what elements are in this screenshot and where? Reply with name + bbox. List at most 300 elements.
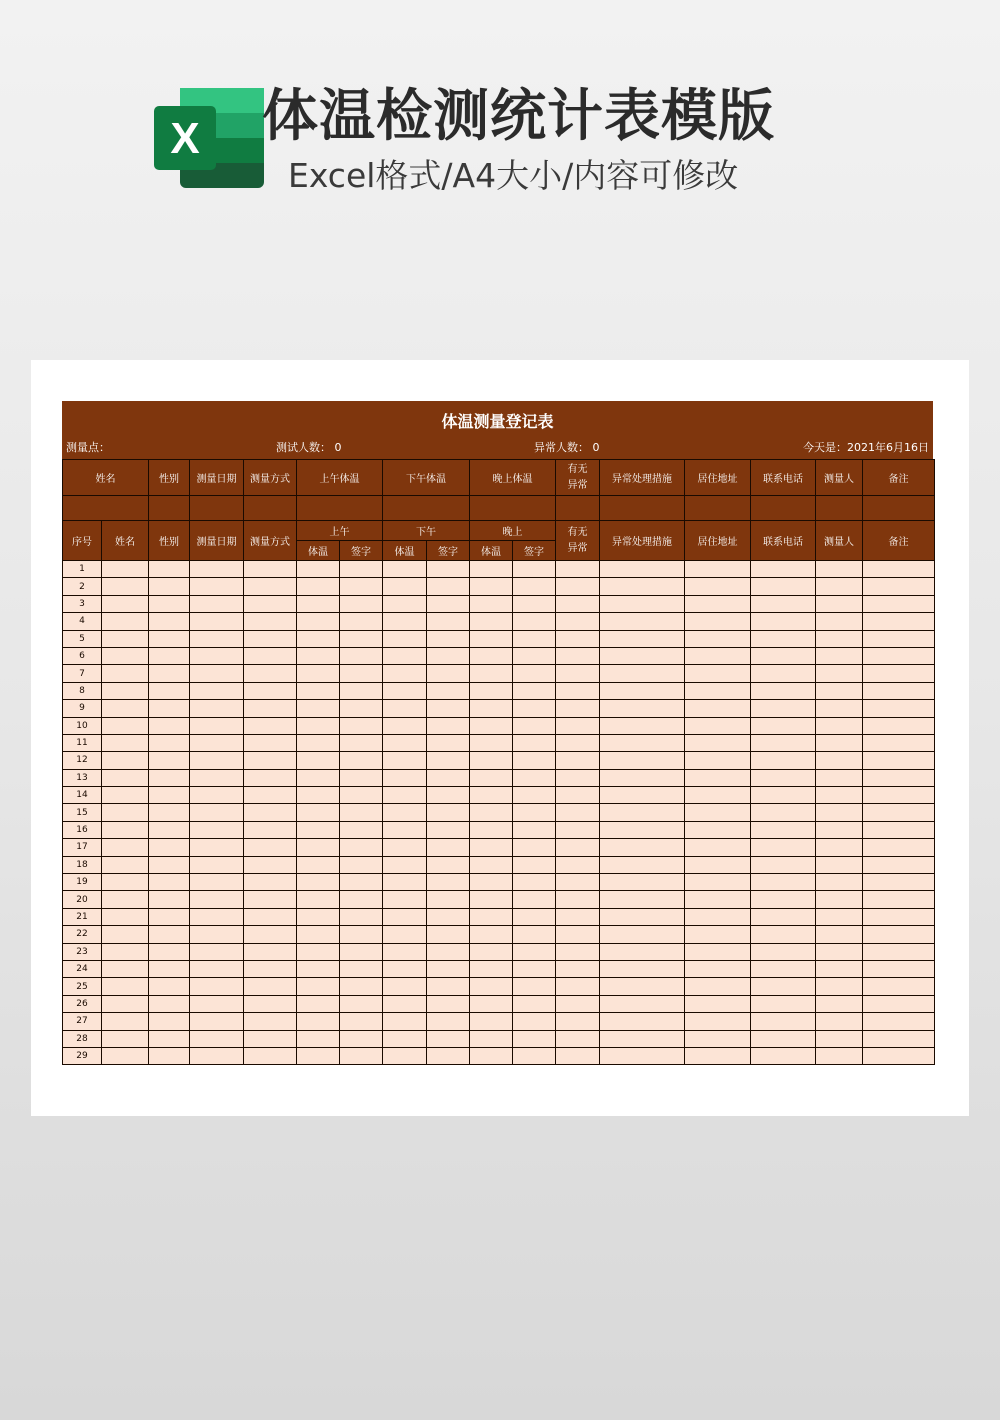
data-cell[interactable]: [427, 717, 470, 734]
data-cell[interactable]: [470, 752, 513, 769]
data-cell[interactable]: [556, 908, 600, 925]
data-cell[interactable]: [470, 856, 513, 873]
data-cell[interactable]: [383, 647, 427, 664]
h1-blank-cell[interactable]: [751, 496, 816, 521]
data-cell[interactable]: [149, 943, 190, 960]
data-cell[interactable]: [470, 943, 513, 960]
data-cell[interactable]: [816, 943, 863, 960]
data-cell[interactable]: [863, 613, 935, 630]
data-cell[interactable]: [470, 717, 513, 734]
data-cell[interactable]: [816, 787, 863, 804]
data-cell[interactable]: [149, 839, 190, 856]
data-cell[interactable]: [751, 1013, 816, 1030]
data-cell[interactable]: [513, 1030, 556, 1047]
data-cell[interactable]: [863, 978, 935, 995]
data-cell[interactable]: [340, 1013, 383, 1030]
data-cell[interactable]: [513, 682, 556, 699]
data-cell[interactable]: [816, 926, 863, 943]
data-cell[interactable]: [427, 839, 470, 856]
data-cell[interactable]: [600, 839, 685, 856]
data-cell[interactable]: [556, 752, 600, 769]
data-cell[interactable]: [383, 717, 427, 734]
data-cell[interactable]: [427, 1030, 470, 1047]
data-cell[interactable]: [470, 1013, 513, 1030]
data-cell[interactable]: [816, 1047, 863, 1064]
data-cell[interactable]: [751, 1047, 816, 1064]
data-cell[interactable]: [600, 978, 685, 995]
data-cell[interactable]: [685, 874, 751, 891]
data-cell[interactable]: [513, 839, 556, 856]
data-cell[interactable]: [600, 960, 685, 977]
data-cell[interactable]: [102, 1047, 149, 1064]
data-cell[interactable]: [383, 734, 427, 751]
data-cell[interactable]: [190, 787, 244, 804]
data-cell[interactable]: [340, 665, 383, 682]
data-cell[interactable]: [340, 734, 383, 751]
data-cell[interactable]: [816, 960, 863, 977]
data-cell[interactable]: [149, 787, 190, 804]
data-cell[interactable]: [556, 630, 600, 647]
data-cell[interactable]: [863, 561, 935, 578]
data-cell[interactable]: [863, 943, 935, 960]
data-cell[interactable]: [863, 804, 935, 821]
data-cell[interactable]: [863, 787, 935, 804]
data-cell[interactable]: [297, 804, 340, 821]
data-cell[interactable]: [685, 1047, 751, 1064]
data-cell[interactable]: [427, 926, 470, 943]
data-cell[interactable]: [863, 1047, 935, 1064]
h1-blank-cell[interactable]: [685, 496, 751, 521]
data-cell[interactable]: [297, 943, 340, 960]
data-cell[interactable]: [513, 943, 556, 960]
data-cell[interactable]: [244, 595, 297, 612]
data-cell[interactable]: [149, 752, 190, 769]
data-cell[interactable]: [600, 943, 685, 960]
data-cell[interactable]: [244, 700, 297, 717]
data-cell[interactable]: [244, 856, 297, 873]
data-cell[interactable]: [149, 647, 190, 664]
data-cell[interactable]: [863, 874, 935, 891]
data-cell[interactable]: [600, 926, 685, 943]
data-cell[interactable]: [244, 1030, 297, 1047]
data-cell[interactable]: [751, 943, 816, 960]
data-cell[interactable]: [556, 769, 600, 786]
data-cell[interactable]: [470, 561, 513, 578]
data-cell[interactable]: [244, 578, 297, 595]
data-cell[interactable]: [863, 578, 935, 595]
data-cell[interactable]: [600, 908, 685, 925]
data-cell[interactable]: [816, 978, 863, 995]
data-cell[interactable]: [427, 978, 470, 995]
data-cell[interactable]: [600, 665, 685, 682]
data-cell[interactable]: [102, 700, 149, 717]
data-cell[interactable]: [149, 804, 190, 821]
data-cell[interactable]: [340, 943, 383, 960]
data-cell[interactable]: [685, 787, 751, 804]
data-cell[interactable]: [244, 978, 297, 995]
data-cell[interactable]: [556, 943, 600, 960]
data-cell[interactable]: [340, 804, 383, 821]
data-cell[interactable]: [244, 717, 297, 734]
data-cell[interactable]: [383, 769, 427, 786]
data-cell[interactable]: [470, 665, 513, 682]
data-cell[interactable]: [513, 630, 556, 647]
data-cell[interactable]: [297, 613, 340, 630]
data-cell[interactable]: [244, 647, 297, 664]
data-cell[interactable]: [751, 908, 816, 925]
data-cell[interactable]: [297, 700, 340, 717]
data-cell[interactable]: [556, 1047, 600, 1064]
data-cell[interactable]: [685, 960, 751, 977]
data-cell[interactable]: [102, 578, 149, 595]
data-cell[interactable]: [513, 769, 556, 786]
data-cell[interactable]: [190, 717, 244, 734]
data-cell[interactable]: [340, 926, 383, 943]
data-cell[interactable]: [190, 613, 244, 630]
data-cell[interactable]: [556, 978, 600, 995]
data-cell[interactable]: [190, 804, 244, 821]
data-cell[interactable]: [816, 1030, 863, 1047]
data-cell[interactable]: [244, 995, 297, 1012]
data-cell[interactable]: [149, 561, 190, 578]
h1-blank-cell[interactable]: [190, 496, 244, 521]
data-cell[interactable]: [149, 1047, 190, 1064]
data-cell[interactable]: [102, 926, 149, 943]
data-cell[interactable]: [556, 595, 600, 612]
data-cell[interactable]: [102, 960, 149, 977]
data-cell[interactable]: [149, 613, 190, 630]
data-cell[interactable]: [383, 856, 427, 873]
data-cell[interactable]: [102, 734, 149, 751]
data-cell[interactable]: [751, 960, 816, 977]
data-cell[interactable]: [427, 960, 470, 977]
data-cell[interactable]: [685, 682, 751, 699]
data-cell[interactable]: [863, 734, 935, 751]
data-cell[interactable]: [513, 891, 556, 908]
data-cell[interactable]: [297, 874, 340, 891]
data-cell[interactable]: [751, 804, 816, 821]
data-cell[interactable]: [556, 926, 600, 943]
data-cell[interactable]: [863, 1013, 935, 1030]
data-cell[interactable]: [383, 1047, 427, 1064]
data-cell[interactable]: [244, 821, 297, 838]
data-cell[interactable]: [340, 856, 383, 873]
data-cell[interactable]: [190, 1030, 244, 1047]
data-cell[interactable]: [751, 595, 816, 612]
data-cell[interactable]: [470, 630, 513, 647]
data-cell[interactable]: [427, 995, 470, 1012]
data-cell[interactable]: [297, 821, 340, 838]
data-cell[interactable]: [149, 665, 190, 682]
data-cell[interactable]: [470, 613, 513, 630]
data-cell[interactable]: [190, 943, 244, 960]
data-cell[interactable]: [470, 734, 513, 751]
data-cell[interactable]: [751, 978, 816, 995]
h1-blank-cell[interactable]: [149, 496, 190, 521]
data-cell[interactable]: [863, 665, 935, 682]
data-cell[interactable]: [470, 821, 513, 838]
data-cell[interactable]: [244, 682, 297, 699]
data-cell[interactable]: [685, 665, 751, 682]
data-cell[interactable]: [427, 908, 470, 925]
data-cell[interactable]: [149, 891, 190, 908]
data-cell[interactable]: [816, 700, 863, 717]
h1-blank-cell[interactable]: [63, 496, 149, 521]
data-cell[interactable]: [427, 891, 470, 908]
data-cell[interactable]: [556, 682, 600, 699]
data-cell[interactable]: [149, 995, 190, 1012]
data-cell[interactable]: [685, 647, 751, 664]
data-cell[interactable]: [600, 1047, 685, 1064]
data-cell[interactable]: [600, 874, 685, 891]
h1-blank-cell[interactable]: [383, 496, 470, 521]
data-cell[interactable]: [244, 839, 297, 856]
data-cell[interactable]: [470, 995, 513, 1012]
data-cell[interactable]: [427, 769, 470, 786]
data-cell[interactable]: [816, 891, 863, 908]
data-cell[interactable]: [751, 647, 816, 664]
data-cell[interactable]: [190, 978, 244, 995]
data-cell[interactable]: [685, 769, 751, 786]
data-cell[interactable]: [149, 1013, 190, 1030]
data-cell[interactable]: [685, 1013, 751, 1030]
data-cell[interactable]: [513, 752, 556, 769]
data-cell[interactable]: [383, 926, 427, 943]
data-cell[interactable]: [102, 647, 149, 664]
h1-blank-cell[interactable]: [244, 496, 297, 521]
data-cell[interactable]: [340, 1047, 383, 1064]
data-cell[interactable]: [102, 630, 149, 647]
data-cell[interactable]: [556, 960, 600, 977]
data-cell[interactable]: [244, 787, 297, 804]
data-cell[interactable]: [863, 647, 935, 664]
data-cell[interactable]: [751, 891, 816, 908]
data-cell[interactable]: [816, 682, 863, 699]
data-cell[interactable]: [383, 908, 427, 925]
data-cell[interactable]: [751, 839, 816, 856]
data-cell[interactable]: [383, 821, 427, 838]
data-cell[interactable]: [685, 561, 751, 578]
data-cell[interactable]: [297, 769, 340, 786]
data-cell[interactable]: [340, 769, 383, 786]
data-cell[interactable]: [427, 874, 470, 891]
data-cell[interactable]: [149, 821, 190, 838]
data-cell[interactable]: [470, 839, 513, 856]
data-cell[interactable]: [600, 682, 685, 699]
data-cell[interactable]: [751, 700, 816, 717]
data-cell[interactable]: [102, 717, 149, 734]
data-cell[interactable]: [149, 874, 190, 891]
data-cell[interactable]: [244, 874, 297, 891]
data-cell[interactable]: [297, 752, 340, 769]
data-cell[interactable]: [149, 908, 190, 925]
data-cell[interactable]: [600, 787, 685, 804]
data-cell[interactable]: [513, 717, 556, 734]
data-cell[interactable]: [102, 787, 149, 804]
data-cell[interactable]: [340, 682, 383, 699]
data-cell[interactable]: [600, 804, 685, 821]
data-cell[interactable]: [600, 752, 685, 769]
data-cell[interactable]: [556, 613, 600, 630]
data-cell[interactable]: [297, 787, 340, 804]
data-cell[interactable]: [340, 787, 383, 804]
data-cell[interactable]: [556, 561, 600, 578]
data-cell[interactable]: [685, 943, 751, 960]
data-cell[interactable]: [863, 682, 935, 699]
data-cell[interactable]: [816, 613, 863, 630]
data-cell[interactable]: [427, 613, 470, 630]
data-cell[interactable]: [297, 1047, 340, 1064]
data-cell[interactable]: [190, 926, 244, 943]
data-cell[interactable]: [427, 630, 470, 647]
data-cell[interactable]: [102, 891, 149, 908]
data-cell[interactable]: [816, 769, 863, 786]
data-cell[interactable]: [102, 908, 149, 925]
data-cell[interactable]: [383, 995, 427, 1012]
data-cell[interactable]: [102, 978, 149, 995]
data-cell[interactable]: [297, 595, 340, 612]
data-cell[interactable]: [149, 734, 190, 751]
data-cell[interactable]: [513, 960, 556, 977]
data-cell[interactable]: [685, 613, 751, 630]
data-cell[interactable]: [863, 960, 935, 977]
data-cell[interactable]: [816, 734, 863, 751]
data-cell[interactable]: [600, 891, 685, 908]
data-cell[interactable]: [244, 926, 297, 943]
data-cell[interactable]: [513, 995, 556, 1012]
data-cell[interactable]: [190, 1013, 244, 1030]
data-cell[interactable]: [297, 978, 340, 995]
data-cell[interactable]: [190, 682, 244, 699]
data-cell[interactable]: [600, 700, 685, 717]
data-cell[interactable]: [427, 647, 470, 664]
data-cell[interactable]: [470, 578, 513, 595]
data-cell[interactable]: [863, 595, 935, 612]
data-cell[interactable]: [816, 1013, 863, 1030]
data-cell[interactable]: [340, 960, 383, 977]
data-cell[interactable]: [751, 752, 816, 769]
data-cell[interactable]: [513, 613, 556, 630]
data-cell[interactable]: [244, 943, 297, 960]
data-cell[interactable]: [685, 752, 751, 769]
data-cell[interactable]: [383, 891, 427, 908]
data-cell[interactable]: [190, 839, 244, 856]
data-cell[interactable]: [427, 1047, 470, 1064]
data-cell[interactable]: [297, 665, 340, 682]
data-cell[interactable]: [190, 734, 244, 751]
data-cell[interactable]: [556, 665, 600, 682]
data-cell[interactable]: [383, 943, 427, 960]
data-cell[interactable]: [190, 630, 244, 647]
data-cell[interactable]: [102, 995, 149, 1012]
data-cell[interactable]: [513, 1047, 556, 1064]
data-cell[interactable]: [102, 561, 149, 578]
data-cell[interactable]: [340, 561, 383, 578]
data-cell[interactable]: [190, 647, 244, 664]
data-cell[interactable]: [513, 1013, 556, 1030]
data-cell[interactable]: [863, 752, 935, 769]
data-cell[interactable]: [149, 1030, 190, 1047]
data-cell[interactable]: [244, 665, 297, 682]
data-cell[interactable]: [383, 787, 427, 804]
data-cell[interactable]: [340, 717, 383, 734]
data-cell[interactable]: [685, 856, 751, 873]
data-cell[interactable]: [556, 734, 600, 751]
data-cell[interactable]: [340, 821, 383, 838]
data-cell[interactable]: [556, 1013, 600, 1030]
data-cell[interactable]: [102, 613, 149, 630]
data-cell[interactable]: [383, 630, 427, 647]
data-cell[interactable]: [685, 630, 751, 647]
data-cell[interactable]: [244, 1013, 297, 1030]
data-cell[interactable]: [244, 960, 297, 977]
data-cell[interactable]: [340, 908, 383, 925]
data-cell[interactable]: [513, 787, 556, 804]
data-cell[interactable]: [190, 908, 244, 925]
data-cell[interactable]: [149, 578, 190, 595]
data-cell[interactable]: [244, 630, 297, 647]
data-cell[interactable]: [685, 595, 751, 612]
data-cell[interactable]: [816, 874, 863, 891]
data-cell[interactable]: [102, 821, 149, 838]
data-cell[interactable]: [816, 561, 863, 578]
data-cell[interactable]: [102, 874, 149, 891]
data-cell[interactable]: [297, 578, 340, 595]
data-cell[interactable]: [685, 578, 751, 595]
data-cell[interactable]: [685, 717, 751, 734]
data-cell[interactable]: [427, 578, 470, 595]
data-cell[interactable]: [383, 613, 427, 630]
h1-blank-cell[interactable]: [470, 496, 556, 521]
data-cell[interactable]: [427, 1013, 470, 1030]
data-cell[interactable]: [863, 769, 935, 786]
data-cell[interactable]: [297, 891, 340, 908]
data-cell[interactable]: [513, 665, 556, 682]
data-cell[interactable]: [190, 752, 244, 769]
data-cell[interactable]: [863, 1030, 935, 1047]
data-cell[interactable]: [556, 821, 600, 838]
data-cell[interactable]: [470, 960, 513, 977]
data-cell[interactable]: [190, 821, 244, 838]
data-cell[interactable]: [383, 578, 427, 595]
data-cell[interactable]: [297, 734, 340, 751]
data-cell[interactable]: [600, 578, 685, 595]
data-cell[interactable]: [244, 752, 297, 769]
data-cell[interactable]: [556, 578, 600, 595]
data-cell[interactable]: [470, 787, 513, 804]
data-cell[interactable]: [470, 595, 513, 612]
data-cell[interactable]: [427, 665, 470, 682]
data-cell[interactable]: [102, 804, 149, 821]
data-cell[interactable]: [751, 856, 816, 873]
data-cell[interactable]: [427, 700, 470, 717]
data-cell[interactable]: [600, 630, 685, 647]
data-cell[interactable]: [685, 700, 751, 717]
data-cell[interactable]: [297, 839, 340, 856]
data-cell[interactable]: [513, 978, 556, 995]
data-cell[interactable]: [190, 561, 244, 578]
data-cell[interactable]: [190, 665, 244, 682]
data-cell[interactable]: [427, 787, 470, 804]
data-cell[interactable]: [863, 821, 935, 838]
data-cell[interactable]: [340, 630, 383, 647]
data-cell[interactable]: [685, 821, 751, 838]
data-cell[interactable]: [427, 734, 470, 751]
data-cell[interactable]: [244, 804, 297, 821]
data-cell[interactable]: [600, 821, 685, 838]
data-cell[interactable]: [600, 561, 685, 578]
data-cell[interactable]: [427, 821, 470, 838]
